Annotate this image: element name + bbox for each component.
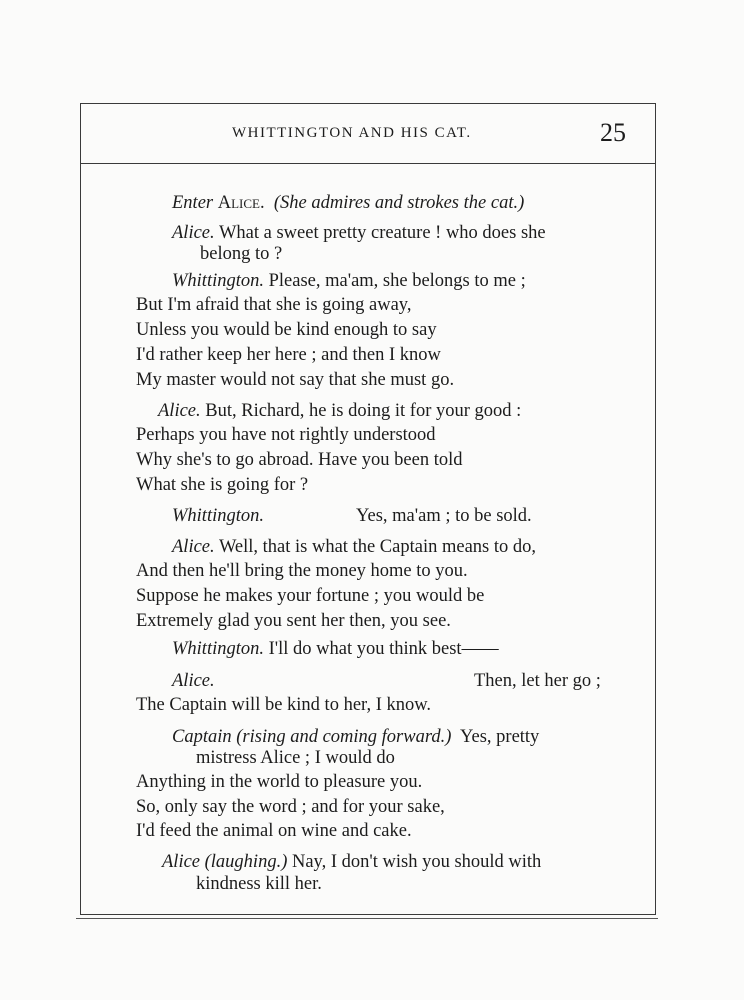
footer-rule: [76, 918, 658, 919]
speech-text: Yes, ma'am ; to be sold.: [356, 506, 532, 526]
verse-line: [172, 638, 499, 660]
verse-line: Why she's to go abroad. Have you been told: [136, 450, 463, 470]
speech-text: Then, let her go ;: [474, 671, 601, 691]
verse-line: Perhaps you have not rightly understood: [136, 425, 436, 445]
verse-line: Anything in the world to pleasure you.: [136, 772, 423, 792]
speaker-name: Whittington.: [172, 271, 264, 291]
verse-line: mistress Alice ; I would do: [196, 748, 395, 768]
stage-enter: Enter: [172, 193, 214, 213]
verse-line: [172, 222, 546, 244]
speaker-name: Alice.: [172, 671, 215, 691]
verse-line: I'd feed the animal on wine and cake.: [136, 821, 412, 841]
speaker-name: Alice (laughing.): [162, 852, 288, 872]
running-title: WHITTINGTON AND HIS CAT.: [232, 125, 472, 141]
stage-direction: (She admires and strokes the cat.): [273, 193, 525, 213]
verse-line: [172, 270, 526, 292]
verse-line: My master would not say that she must go.: [136, 370, 455, 390]
speech-text: What a sweet pretty creature ! who does she: [218, 223, 546, 243]
speech-text: But, Richard, he is doing it for your good :: [205, 401, 522, 421]
speech-text: I'll do what you think best——: [268, 639, 499, 659]
verse-line: belong to ?: [200, 244, 283, 264]
speech-text: Well, that is what the Captain means to do,: [218, 537, 536, 557]
verse-line: And then he'll bring the money home to you.: [136, 561, 468, 581]
verse-line: [172, 536, 536, 558]
verse-line: Unless you would be kind enough to say: [136, 320, 437, 340]
verse-line: What she is going for ?: [136, 475, 309, 495]
speaker-name: Whittington.: [172, 639, 264, 659]
character-name: Alice.: [217, 193, 265, 213]
speaker-name: Whittington.: [172, 506, 264, 526]
verse-line: kindness kill her.: [196, 874, 322, 894]
speech-text: Please, ma'am, she belongs to me ;: [268, 271, 526, 291]
page-number: 25: [600, 118, 626, 147]
speaker-name: Alice.: [158, 401, 201, 421]
verse-line: Suppose he makes your fortune ; you would be: [136, 586, 485, 606]
speaker-name: Captain (rising and coming forward.): [172, 727, 452, 747]
speech-text: Nay, I don't wish you should with: [291, 852, 542, 872]
verse-line: I'd rather keep her here ; and then I know: [136, 345, 441, 365]
verse-line: [162, 851, 541, 873]
stage-direction-line: [172, 192, 524, 214]
header-rule: [80, 163, 656, 164]
verse-line: So, only say the word ; and for your sake,: [136, 797, 445, 817]
verse-line: Extremely glad you sent her then, you see.: [136, 611, 451, 631]
speaker-name: Alice.: [172, 223, 215, 243]
speech-text: Yes, pretty: [459, 727, 540, 747]
verse-line: But I'm afraid that she is going away,: [136, 295, 412, 315]
verse-line: The Captain will be kind to her, I know.: [136, 695, 432, 715]
speaker-name: Alice.: [172, 537, 215, 557]
verse-line: [172, 726, 539, 748]
verse-line: [158, 400, 521, 422]
